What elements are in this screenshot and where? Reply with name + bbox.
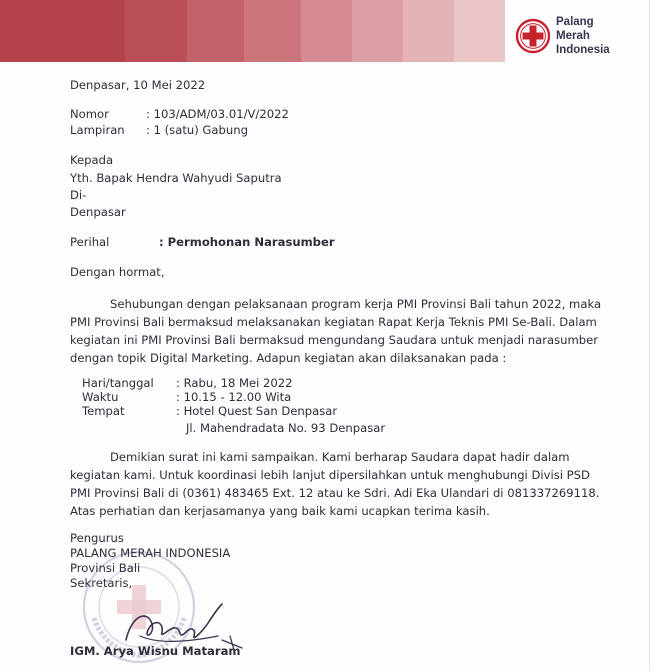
- body-line: PMI Provinsi Bali bermaksud melaksanakan kegiatan Rapat Kerja Teknis PMI Se-Bali. Dalam: [70, 315, 597, 329]
- detail-value: Jl. Mahendradata No. 93 Denpasar: [186, 421, 386, 435]
- band-segment: [125, 0, 187, 62]
- band-segment: [403, 0, 454, 62]
- place-date: Denpasar, 10 Mei 2022: [70, 78, 206, 92]
- closing-line: Demikian surat ini kami sampaikan. Kami berharap Saudara dapat hadir dalam: [110, 450, 570, 464]
- closing-line: kegiatan kami. Untuk koordinasi lebih lanjut dipersilahkan untuk menghubungi Divisi PSD: [70, 468, 590, 482]
- signoff-line: Pengurus: [70, 531, 124, 545]
- org-name-line: Merah: [556, 30, 590, 42]
- pmi-logo: [515, 14, 645, 60]
- detail-value: : 10.15 - 12.00 Wita: [176, 390, 292, 404]
- closing-line: Atas perhatian dan kerjasamanya yang baik kami ucapkan terima kasih.: [70, 504, 490, 518]
- signoff-line: PALANG MERAH INDONESIA: [70, 546, 231, 560]
- org-name-line: Indonesia: [556, 44, 610, 56]
- meta-label-nomor: Nomor: [70, 107, 109, 121]
- band-segment: [0, 0, 125, 62]
- recipient-name: Yth. Bapak Hendra Wahyudi Saputra: [70, 171, 282, 185]
- body-line: kegiatan ini PMI Provinsi Bali bermaksud mengundang Saudara untuk menjadi narasumber: [70, 333, 599, 347]
- body-paragraph: [70, 295, 601, 367]
- signoff-line: Sekretaris,: [70, 576, 133, 590]
- org-name: [556, 15, 610, 57]
- detail-label: Hari/tanggal: [82, 376, 154, 390]
- signatory-name: IGM. Arya Wisnu Mataram: [70, 644, 241, 658]
- org-name-line: Palang: [556, 16, 594, 28]
- salutation: Dengan hormat,: [70, 265, 165, 279]
- band-segment: [244, 0, 301, 62]
- meta-value-nomor: : 103/ADM/03.01/V/2022: [146, 107, 289, 121]
- band-segment: [301, 0, 352, 62]
- body-line: Sehubungan dengan pelaksanaan program kerja PMI Provinsi Bali tahun 2022, maka: [110, 297, 602, 311]
- recipient-at: Di-: [70, 188, 87, 202]
- signoff-line: Provinsi Bali: [70, 561, 141, 575]
- band-segment: [454, 0, 505, 62]
- detail-value: : Hotel Quest San Denpasar: [176, 404, 338, 418]
- detail-value: : Rabu, 18 Mei 2022: [176, 376, 293, 390]
- letterhead-color-band: [0, 0, 505, 62]
- recipient-to: Kepada: [70, 153, 114, 167]
- band-segment: [187, 0, 244, 62]
- band-segment: [352, 0, 403, 62]
- detail-label: Waktu: [82, 390, 119, 404]
- meta-value-lampiran: : 1 (satu) Gabung: [146, 123, 248, 137]
- closing-paragraph: [70, 448, 599, 520]
- body-line: dengan topik Digital Marketing. Adapun kegiatan akan dilaksanakan pada :: [70, 351, 507, 365]
- red-cross-emblem-icon: [515, 18, 551, 54]
- subject-label: Perihal: [70, 235, 110, 249]
- recipient-city: Denpasar: [70, 205, 126, 219]
- meta-label-lampiran: Lampiran: [70, 123, 125, 137]
- closing-line: PMI Provinsi Bali di (0361) 483465 Ext. 12 atau ke Sdri. Adi Eka Ulandari di 081337269118.: [70, 486, 600, 500]
- subject-value: : Permohonan Narasumber: [159, 235, 335, 249]
- detail-label: Tempat: [82, 404, 125, 418]
